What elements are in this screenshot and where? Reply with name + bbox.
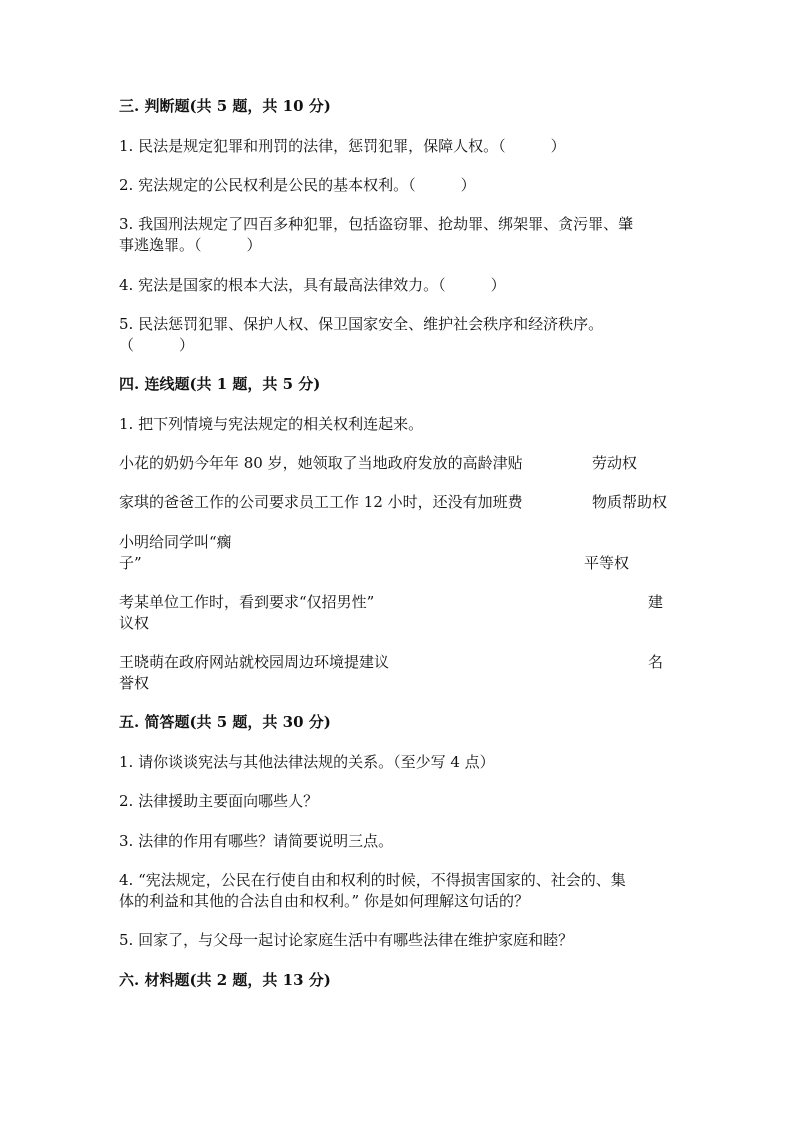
s5-question-4-line-1: 4. “宪法规定，公民在行使自由和权利的时候，不得损害国家的、社会的、集 — [119, 871, 626, 889]
s5-question-2: 2. 法律援助主要面向哪些人？ — [119, 792, 319, 810]
section-6-title: 六. 材料题(共 2 题，共 13 分) — [119, 971, 331, 989]
match-left-1: 小花的奶奶今年年 80 岁，她领取了当地政府发放的高龄津贴 — [119, 454, 523, 472]
s5-question-5: 5. 回家了，与父母一起讨论家庭生活中有哪些法律在维护家庭和睦？ — [119, 931, 574, 949]
match-left-5-line-2: 誉权 — [119, 674, 150, 692]
section-3-title: 三. 判断题(共 5 题，共 10 分) — [119, 97, 331, 115]
s4-question-1: 1. 把下列情境与宪法规定的相关权利连起来。 — [119, 415, 424, 433]
match-left-4-line-2: 议权 — [119, 614, 150, 632]
section-5-title: 五. 简答题(共 5 题，共 30 分) — [119, 713, 331, 731]
s5-question-4-line-2: 体的利益和其他的合法自由和权利。” 你是如何理解这句话的？ — [119, 892, 529, 910]
match-left-2: 家琪的爸爸工作的公司要求员工工作 12 小时，还没有加班费 — [119, 493, 523, 511]
s5-question-1: 1. 请你谈谈宪法与其他法律法规的关系。（至少写 4 点） — [119, 753, 495, 771]
match-left-4-line-1: 考某单位工作时，看到要求“仅招男性” — [119, 593, 375, 611]
s3-question-3-line-2: 事逃逸罪。（ ） — [119, 236, 262, 254]
match-right-1: 劳动权 — [592, 454, 638, 472]
s3-question-4: 4. 宪法是国家的根本大法，具有最高法律效力。（ ） — [119, 276, 506, 294]
match-right-2: 物质帮助权 — [592, 493, 668, 511]
s5-question-3: 3. 法律的作用有哪些？请简要说明三点。 — [119, 832, 394, 850]
s3-question-5-line-1: 5. 民法惩罚犯罪、保护人权、保卫国家安全、维护社会秩序和经济秩序。 — [119, 315, 604, 333]
match-right-4: 建 — [648, 593, 664, 611]
match-right-5: 名 — [648, 653, 664, 671]
match-left-3-line-2: 子” — [119, 554, 142, 572]
s3-question-2: 2. 宪法规定的公民权利是公民的基本权利。（ ） — [119, 176, 476, 194]
section-4-title: 四. 连线题(共 1 题，共 5 分) — [119, 375, 321, 393]
match-left-5-line-1: 王晓萌在政府网站就校园周边环境提建议 — [119, 653, 390, 671]
s3-question-5-line-2: （ ） — [119, 336, 195, 354]
match-right-3: 平等权 — [584, 554, 630, 572]
s3-question-1: 1. 民法是规定犯罪和刑罚的法律，惩罚犯罪，保障人权。（ ） — [119, 137, 566, 155]
match-left-3-line-1: 小明给同学叫“瘸 — [119, 533, 232, 551]
s3-question-3-line-1: 3. 我国刑法规定了四百多种犯罪，包括盗窃罪、抢劫罪、绑架罪、贪污罪、肇 — [119, 215, 634, 233]
